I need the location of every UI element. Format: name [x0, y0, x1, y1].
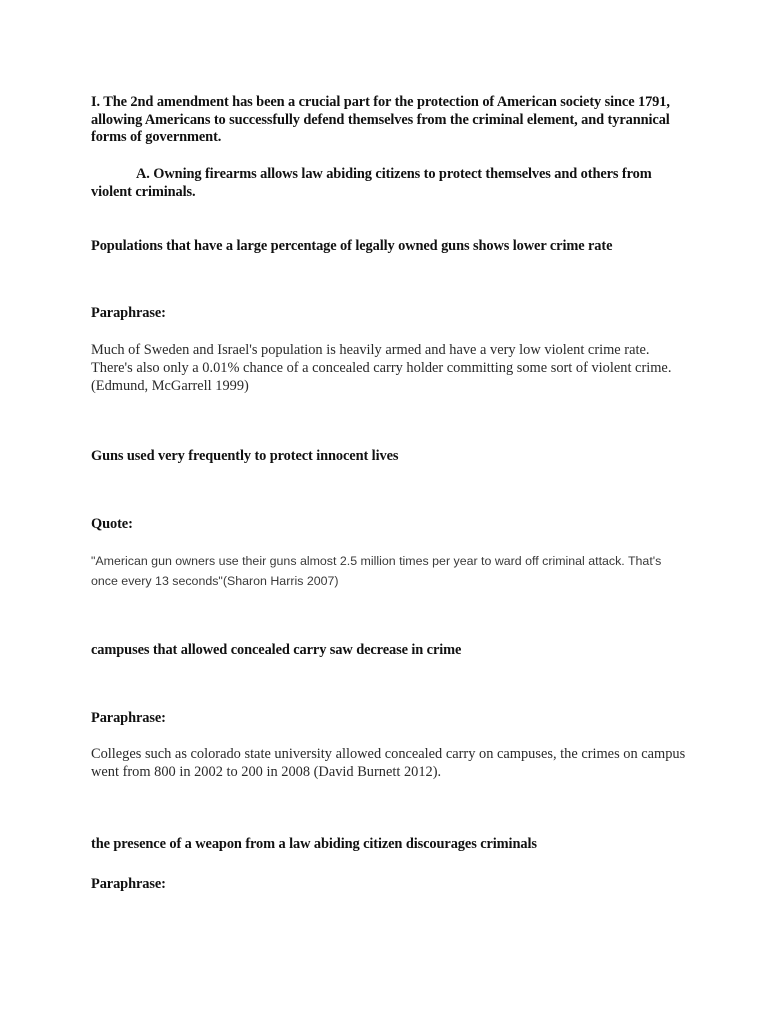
point-a: A. Owning firearms allows law abiding citizens to protect themselves and others from violent criminals.	[91, 166, 652, 200]
section-label: Paraphrase:	[91, 876, 166, 892]
section-label: Paraphrase:	[91, 305, 166, 321]
section-label: Quote:	[91, 516, 133, 532]
thesis-statement: I. The 2nd amendment has been a crucial part for the protection of American society since 1791, allowing Americans to successfully defend themselves from the criminal element, and tyrannical forms of government.	[91, 94, 670, 145]
section-heading: Populations that have a large percentage of legally owned guns shows lower crime rate	[91, 238, 613, 254]
section-heading: campuses that allowed concealed carry saw decrease in crime	[91, 642, 462, 658]
section-body: Much of Sweden and Israel's population is heavily armed and have a very low violent crime rate. There's also only a 0.01% chance of a concealed carry holder committing some sort of violent crime. (Edmund, McGarrell 1999)	[91, 342, 672, 394]
quote-body: "American gun owners use their guns almost 2.5 million times per year to ward off criminal attack. That's once every 13 seconds"(Sharon Harris 2007)	[91, 554, 662, 588]
section-label: Paraphrase:	[91, 710, 166, 726]
section-heading: Guns used very frequently to protect innocent lives	[91, 448, 399, 464]
section-body: Colleges such as colorado state university allowed concealed carry on campuses, the crimes on campus went from 800 in 2002 to 200 in 2008 (David Burnett 2012).	[91, 746, 686, 780]
section-heading: the presence of a weapon from a law abiding citizen discourages criminals	[91, 836, 537, 852]
